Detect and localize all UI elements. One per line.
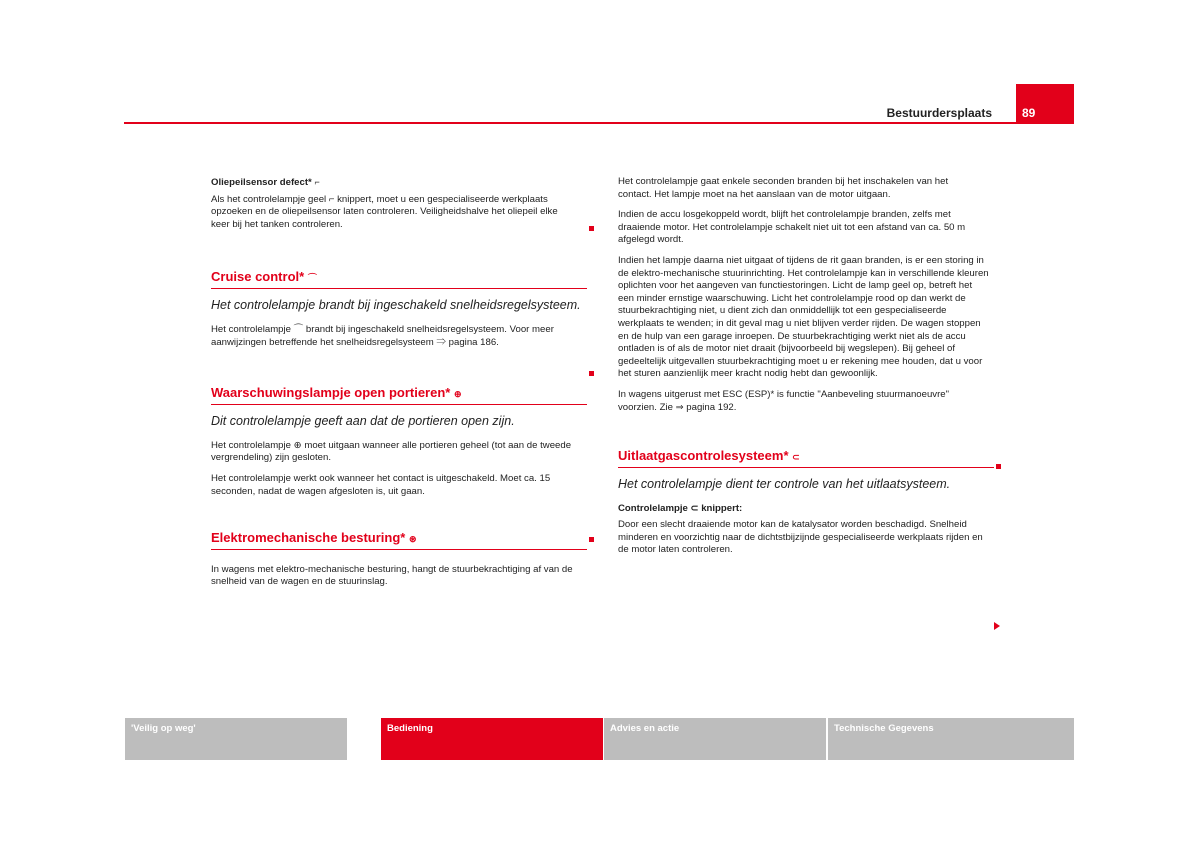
speedometer-icon: ⌒ [307,273,317,284]
open-doors-lead: Dit controlelampje geeft aan dat de portieren open zijn. [211,413,515,428]
oil-sensor-heading [211,176,587,190]
section-end-marker [996,464,1001,469]
tab-advies-en-actie[interactable]: Advies en actie [604,718,826,760]
electromechanical-steering-heading-text: Elektromechanische besturing* [211,530,406,546]
open-doors-heading-text: Waarschuwingslampje open portieren* [211,385,451,401]
steering-paragraph-1: Het controlelampje gaat enkele seconden branden bij het inschakelen van het contact. Het lampje moet na het aanslaan van de motor uitgaan. [618,176,949,200]
steering-wheel-icon: ⊛ [408,534,417,545]
cruise-control-heading [211,271,587,289]
open-doors-text-1: Het controlelampje ⊕ moet uitgaan wanneer alle portieren geheel (tot aan de tweede vergrendeling) zijn gesloten. [211,439,572,464]
exhaust-subheading: Controlelampje ⊂ knippert: [618,502,743,514]
electromechanical-steering-heading [211,532,587,550]
cruise-control-heading-text: Cruise control* [211,269,305,285]
running-head-title: Bestuurdersplaats [886,106,992,120]
oil-sensor-text: Als het controlelampje geel ⌐ knippert, moet u een gespecialiseerde werkplaats opzoeken en de oliepeilsensor laten controleren. Veiligheidshalve het oliepeil elke keer bij het tanken controleren. [211,193,558,230]
open-doors-text-2: Het controlelampje werkt ook wanneer het contact is uitgeschakeld. Moet ca. 15 seconden, nadat de wagen afgesloten is, uit gaan. [211,472,551,497]
section-end-marker [589,226,594,231]
section-end-marker [589,371,594,376]
exhaust-control-text: Door een slecht draaiende motor kan de katalysator worden beschadigd. Snelheid minderen en voorzichtig naar de dichtstbijzijnde gespecialiseerde werkplaats rijden en de motor laten controleren. [618,519,983,556]
cruise-control-lead: Het controlelampje brandt bij ingeschakeld snelheidsregelsysteem. [211,297,581,312]
right-column [618,176,994,565]
cruise-control-text: Het controlelampje ⌒ brandt bij ingeschakeld snelheidsregelsysteem. Voor meer aanwijzingen betreffende het snelheidsregelsysteem ⇒ pagina 186. [211,323,554,348]
tab-bediening[interactable]: Bediening [381,718,603,760]
exhaust-control-heading [618,450,994,468]
steering-paragraph-4: In wagens uitgerust met ESC (ESP)* is functie "Aanbeveling stuurmanoeuvre" voorzien. Zie ⇒ pagina 192. [618,388,950,413]
page-number: 89 [1016,84,1074,124]
engine-icon: ⊂ [792,452,800,463]
tab-veilig-op-weg[interactable]: 'Veilig op weg' [125,718,347,760]
tab-technische-gegevens[interactable]: Technische Gegevens [828,718,1074,760]
exhaust-control-lead: Het controlelampje dient ter controle van het uitlaatsysteem. [618,476,951,491]
steering-paragraph-3: Indien het lampje daarna niet uitgaat of tijdens de rit gaan branden, is er een storing in de elektro-mechanische stuurinrichting. Het controlelampje kan in verschillende kleuren oplichten voor het aangeven van functiestoringen. Licht de lamp geel op, betreft het een minder ernstige waarschuwing. Licht het controlelampje rood op dan werkt de stuurbekrachtiging niet, u dient zich dan onmiddellijk tot een gespecialiseerde werkplaats te wenden; in dit geval mag u niet blijven verder rijden. De wagen stoppen en de hulp van een garage inroepen. De stuurbekrachtiging werkt niet als de accu ontladen is of als de motor niet draait (bijvoorbeeld bij wegslepen). Bij geheel of gedeeltelijk uitgevallen stuurbekrachtiging moet u er rekening mee houden, dat u voor het sturen aanzienlijk meer kracht nodig hebt dan gewoonlijk. [618,254,989,380]
electromechanical-steering-text: In wagens met elektro-mechanische besturing, hangt de stuurbekrachtiging af van de snelheid van de wagen en de stuurinslag. [211,563,573,588]
oil-can-icon: ⌐ [314,177,320,187]
open-door-car-icon: ⊕ [453,389,462,400]
exhaust-control-heading-text: Uitlaatgascontrolesysteem* [618,448,789,464]
header-rule [124,122,1016,124]
oil-sensor-heading-text: Oliepeilsensor defect* [211,177,312,188]
continue-arrow-icon [994,622,1000,630]
open-doors-heading [211,387,587,405]
steering-paragraph-2: Indien de accu losgekoppeld wordt, blijft het controlelampje branden, zelfs met draaiende motor. Het controlelampje schakelt niet uit tot een afstand van ca. 50 m afgelegd wordt. [618,209,966,246]
left-column [211,176,587,597]
section-end-marker [589,537,594,542]
